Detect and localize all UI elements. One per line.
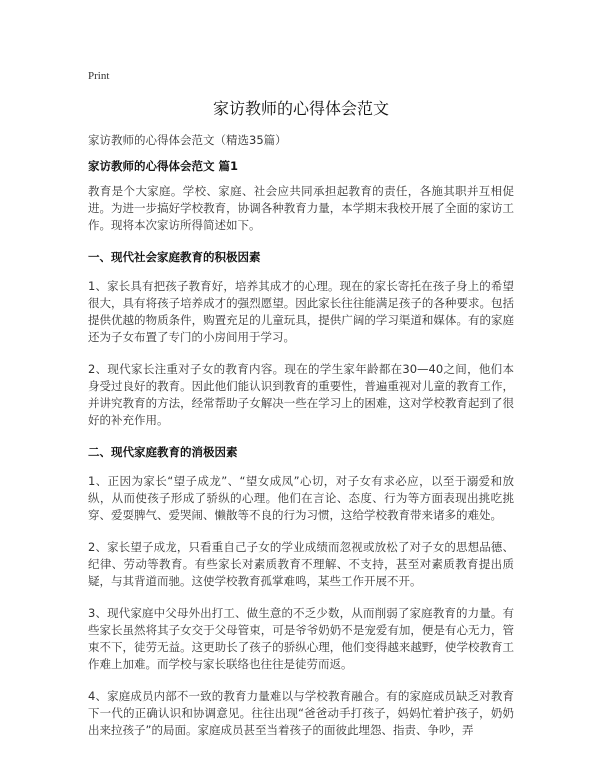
paragraph: 2、家长望子成龙，只看重自己子女的学业成绩而忽视或放松了对子女的思想品德、纪律、劳动等教育。有些家长对素质教育不理解、不支持，甚至对素质教育提出质疑，与其背道而驰。这使学校教育孤掌难鸣，某些工作开展不开。 xyxy=(88,540,514,588)
intro-paragraph: 教育是个大家庭。学校、家庭、社会应共同承担起教育的责任，各施其职并互相促进。为进一步搞好学校教育，协调各种教育力量，本学期末我校开展了全面的家访工作。现将本次家访所得简述如下。 xyxy=(88,184,514,232)
paragraph: 1、家长具有把孩子教育好，培养其成才的心理。现在的家长寄托在孩子身上的希望很大，具有将孩子培养成才的强烈愿望。因此家长往往能满足孩子的各种要求。包括提供优越的物质条件，购置充足的儿童玩具，提供广阔的学习渠道和媒体。有的家庭还为子女布置了专门的小房间用于学习。 xyxy=(88,279,514,344)
section-heading-negative: 二、现代家庭教育的消极因素 xyxy=(88,445,238,459)
print-link[interactable]: Print xyxy=(88,70,110,82)
paragraph: 3、现代家庭中父母外出打工、做生意的不乏少数，从而削弱了家庭教育的力量。有些家长虽然将其子女交于父母管束，可是爷爷奶奶不是宠爱有加，便是有心无力，管束不下，徒劳无益。这更助长了孩子的骄纵心理，他们变得越来越野，使学校教育工作难上加难。而学校与家长联络也往往是徒劳而返。 xyxy=(88,606,514,671)
paragraph: 1、正因为家长“望子成龙”、“望女成凤”心切，对子女有求必应，以至于溺爱和放纵，从而使孩子形成了骄纵的心理。他们在言论、态度、行为等方面表现出挑吃挑穿、爱耍脾气、爱哭闹、懒散等不良的行为习惯，这给学校教育带来诸多的难处。 xyxy=(88,474,514,522)
section-heading-positive: 一、现代社会家庭教育的积极因素 xyxy=(88,250,261,264)
page-subtitle: 家访教师的心得体会范文（精选35篇） xyxy=(88,133,287,147)
article-body xyxy=(88,183,514,754)
paragraph: 4、家庭成员内部不一致的教育力量难以与学校教育融合。有的家庭成员缺乏对教育下一代的正确认识和协调意见。往往出现“爸爸动手打孩子，妈妈忙着护孩子，奶奶出来拉孩子”的局面。家庭成员甚至当着孩子的面彼此埋怨、指责、争吵，弄 xyxy=(88,689,514,737)
paragraph: 2、现代家长注重对子女的教育内容。现在的学生家年龄都在30—40之间，他们本身受过良好的教育。因此他们能认识到教育的重要性，普遍重视对儿童的教育工作，并讲究教育的方法，经常帮助子女解决一些在学习上的困难，这对学校教育起到了很好的补充作用。 xyxy=(88,362,514,427)
article-title: 家访教师的心得体会范文 篇1 xyxy=(88,159,239,173)
page-title: 家访教师的心得体会范文 xyxy=(212,99,389,118)
